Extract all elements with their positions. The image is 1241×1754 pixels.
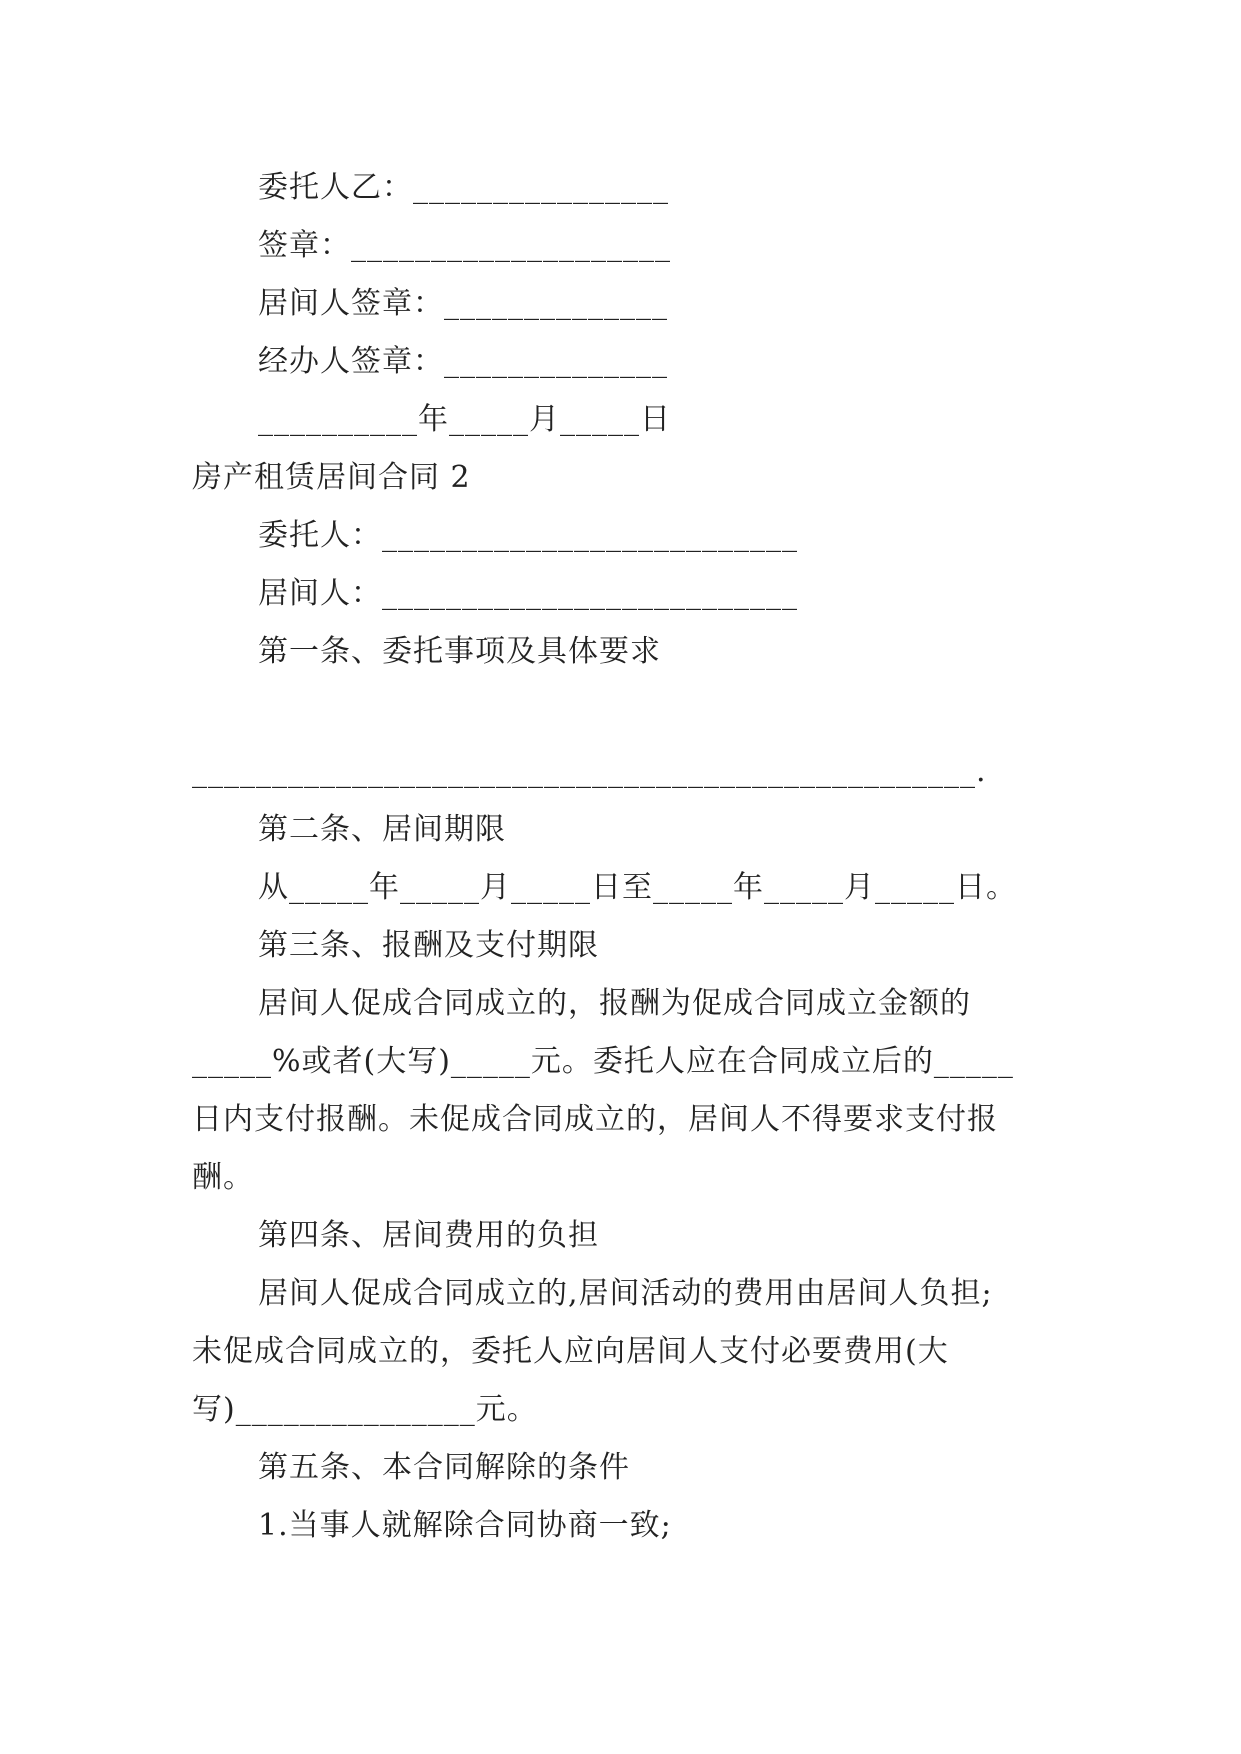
article-3-line-4: 酬。 xyxy=(192,1160,254,1195)
article-4-line-2: 未促成合同成立的，委托人应向居间人支付必要费用(大 xyxy=(192,1334,949,1369)
seal-line: 签章：____________________ xyxy=(258,228,671,263)
article-5-heading: 第五条、本合同解除的条件 xyxy=(258,1450,630,1485)
article-3-heading: 第三条、报酬及支付期限 xyxy=(258,928,599,963)
article-2-period: 从_____年_____月_____日至_____年_____月_____日。 xyxy=(258,870,1017,905)
broker-line: 居间人：__________________________ xyxy=(258,576,798,611)
article-2-heading: 第二条、居间期限 xyxy=(258,812,506,847)
article-5-item-1: 1.当事人就解除合同协商一致; xyxy=(258,1508,672,1543)
article-4-heading: 第四条、居间费用的负担 xyxy=(258,1218,599,1253)
contract-2-title: 房产租赁居间合同 2 xyxy=(192,460,471,495)
article-1-heading: 第一条、委托事项及具体要求 xyxy=(258,634,661,669)
article-1-blank-line: _________________________________________________. xyxy=(192,754,987,789)
client-line: 委托人：__________________________ xyxy=(258,518,798,553)
article-3-line-1: 居间人促成合同成立的，报酬为促成合同成立金额的 xyxy=(258,986,971,1021)
party-b-signature-line: 委托人乙：________________ xyxy=(258,170,669,205)
date-line: __________年_____月_____日 xyxy=(258,402,671,437)
article-3-line-3: 日内支付报酬。未促成合同成立的，居间人不得要求支付报 xyxy=(192,1102,998,1137)
article-4-line-1: 居间人促成合同成立的,居间活动的费用由居间人负担; xyxy=(258,1276,993,1311)
broker-seal-line: 居间人签章：______________ xyxy=(258,286,668,321)
article-4-line-3: 写)_______________元。 xyxy=(192,1392,538,1427)
article-3-line-2: _____%或者(大写)_____元。委托人应在合同成立后的_____ xyxy=(192,1044,1014,1079)
handler-seal-line: 经办人签章：______________ xyxy=(258,344,668,379)
